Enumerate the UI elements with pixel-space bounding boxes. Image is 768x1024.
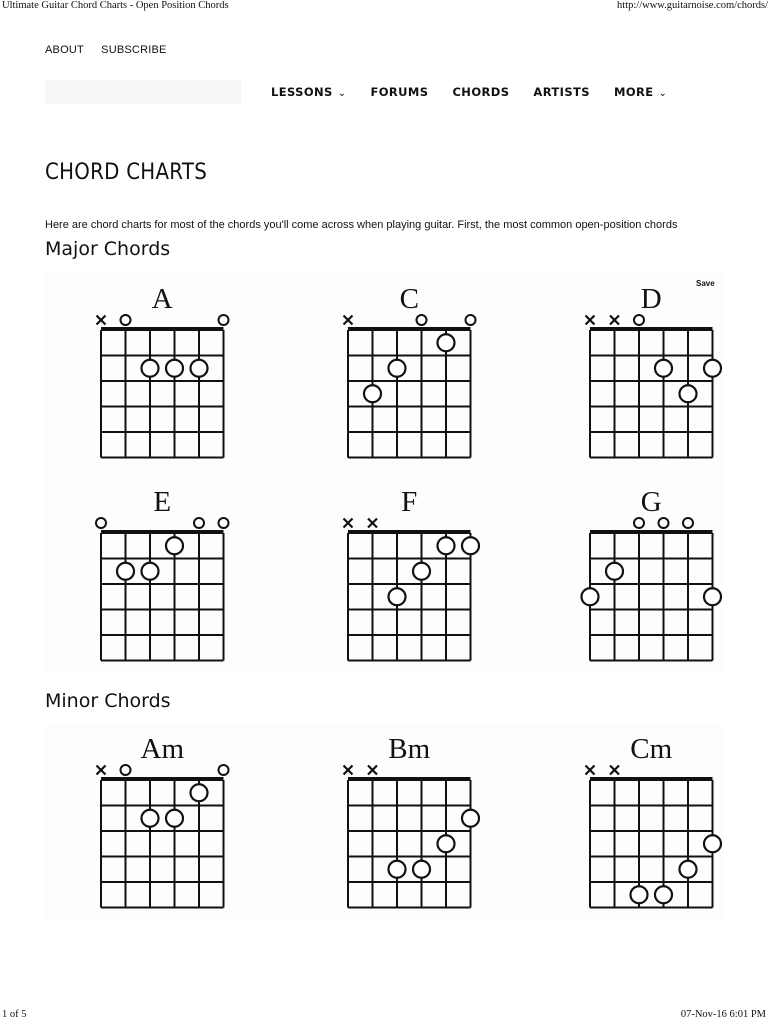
minor-chords-charts [45, 724, 723, 920]
chord-name-label: A [151, 283, 173, 315]
site-logo[interactable] [45, 80, 241, 104]
fretboard-nut [101, 327, 224, 331]
finger-position-dot [704, 835, 721, 852]
chord-diagram-g [582, 486, 722, 661]
open-string-marker [219, 315, 229, 325]
finger-position-dot [655, 886, 672, 903]
fretboard-nut [590, 777, 713, 781]
open-string-marker [121, 765, 131, 775]
chord-diagram-c [344, 283, 476, 458]
chord-diagram-e [96, 486, 229, 661]
chord-name-label: Am [140, 733, 184, 765]
open-string-marker [194, 518, 204, 528]
chord-name-label: Bm [388, 733, 431, 765]
chord-diagram-am [97, 733, 229, 908]
fretboard-nut [101, 530, 224, 534]
minor-chords-heading: Minor Chords [45, 690, 171, 712]
open-string-marker [634, 518, 644, 528]
open-string-marker [219, 765, 229, 775]
intro-text: Here are chord charts for most of the chords you'll come across when playing guitar. First, the most common open-position chords [45, 219, 678, 231]
finger-position-dot [389, 360, 406, 377]
nav-forums-label: FORUMS [370, 85, 429, 99]
subscribe-link[interactable]: SUBSCRIBE [101, 44, 167, 56]
finger-position-dot [631, 886, 648, 903]
finger-position-dot [117, 563, 134, 580]
chord-charts-svg [45, 272, 723, 672]
print-timestamp: 07-Nov-16 6:01 PM [680, 1009, 766, 1020]
finger-position-dot [142, 810, 159, 827]
finger-position-dot [462, 810, 479, 827]
fretboard-nut [348, 777, 471, 781]
open-string-marker [417, 315, 427, 325]
finger-position-dot [680, 385, 697, 402]
finger-position-dot [704, 360, 721, 377]
fretboard-nut [348, 530, 471, 534]
open-string-marker [219, 518, 229, 528]
top-links [45, 44, 181, 56]
fretboard-nut [101, 777, 224, 781]
chord-diagram-cm [586, 733, 722, 908]
fretboard-nut [590, 327, 713, 331]
print-page-title: Ultimate Guitar Chord Charts - Open Position Chords [2, 0, 229, 11]
finger-position-dot [413, 861, 430, 878]
finger-position-dot [166, 537, 183, 554]
finger-position-dot [438, 537, 455, 554]
finger-position-dot [166, 810, 183, 827]
nav-lessons-label: LESSONS [271, 85, 333, 99]
save-button[interactable]: Save [696, 279, 715, 288]
fretboard-nut [590, 530, 713, 534]
chord-name-label: F [401, 486, 418, 518]
chord-charts-svg [45, 724, 723, 920]
open-string-marker [466, 315, 476, 325]
finger-position-dot [606, 563, 623, 580]
major-chords-charts [45, 272, 723, 672]
chord-diagram-bm [344, 733, 480, 908]
nav-more[interactable] [614, 85, 667, 99]
finger-position-dot [413, 563, 430, 580]
finger-position-dot [680, 861, 697, 878]
finger-position-dot [655, 360, 672, 377]
nav-forums[interactable] [371, 85, 429, 99]
nav-more-label: MORE [613, 85, 654, 99]
chord-diagram-d [586, 283, 722, 458]
chord-diagram-f [344, 486, 480, 661]
page-title: CHORD CHARTS [45, 160, 208, 185]
about-link[interactable]: ABOUT [45, 44, 84, 56]
chord-name-label: C [399, 283, 419, 315]
fretboard-nut [348, 327, 471, 331]
finger-position-dot [582, 588, 599, 605]
open-string-marker [659, 518, 669, 528]
chevron-down-icon: ⌄ [658, 88, 668, 99]
print-page-number: 1 of 5 [2, 1009, 27, 1020]
chord-name-label: G [640, 486, 662, 518]
main-nav [271, 85, 691, 99]
print-footer [0, 1009, 768, 1023]
chord-name-label: E [153, 486, 172, 518]
open-string-marker [634, 315, 644, 325]
nav-chords[interactable] [452, 85, 509, 99]
print-page-url: http://www.guitarnoise.com/chords/ [617, 0, 768, 11]
finger-position-dot [704, 588, 721, 605]
finger-position-dot [438, 334, 455, 351]
finger-position-dot [438, 835, 455, 852]
finger-position-dot [389, 588, 406, 605]
finger-position-dot [166, 360, 183, 377]
nav-chords-label: CHORDS [452, 85, 510, 99]
finger-position-dot [142, 360, 159, 377]
major-chords-heading: Major Chords [45, 238, 171, 260]
finger-position-dot [191, 784, 208, 801]
chord-name-label: D [640, 283, 662, 315]
chord-diagram-a [97, 283, 229, 458]
finger-position-dot [364, 385, 381, 402]
nav-lessons[interactable] [271, 85, 347, 99]
finger-position-dot [142, 563, 159, 580]
chord-name-label: Cm [630, 733, 673, 765]
finger-position-dot [389, 861, 406, 878]
open-string-marker [683, 518, 693, 528]
nav-artists-label: ARTISTS [533, 85, 590, 99]
open-string-marker [121, 315, 131, 325]
chevron-down-icon: ⌄ [337, 88, 347, 99]
print-header [0, 0, 768, 14]
finger-position-dot [462, 537, 479, 554]
open-string-marker [96, 518, 106, 528]
finger-position-dot [191, 360, 208, 377]
nav-artists[interactable] [533, 85, 590, 99]
